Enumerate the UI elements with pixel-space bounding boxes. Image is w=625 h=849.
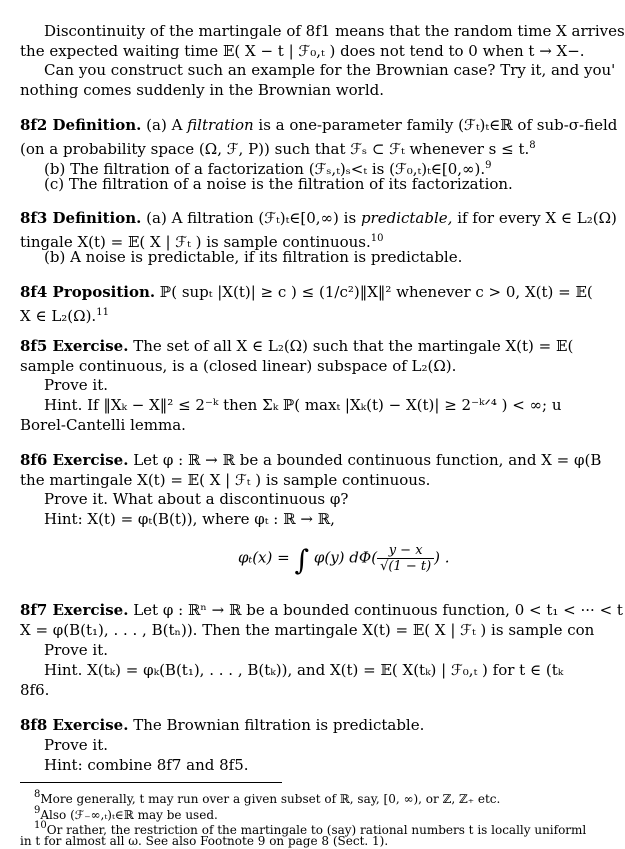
exercise-8f6-line: Hint: X(t) = φₜ(B(t)), where φₜ : ℝ → ℝ, bbox=[44, 510, 335, 528]
fraction bbox=[377, 543, 434, 574]
definition-8f3-line: (b) A noise is predictable, if its filtration is predictable. bbox=[44, 248, 463, 266]
exercise-8f6-line: the martingale X(t) = 𝔼( X | ℱₜ ) is sample continuous. bbox=[20, 471, 431, 489]
footnote-10-continued: in t for almost all ω. See also Footnote 9 on page 8 (Sect. 1). bbox=[20, 834, 389, 848]
text: (a) A filtration (ℱₜ)ₜ∈[0,∞) is bbox=[146, 209, 361, 227]
text: is a one-parameter family (ℱₜ)ₜ∈ℝ of sub-σ-field bbox=[253, 116, 618, 134]
footnote-number: 9 bbox=[34, 805, 41, 816]
exercise-8f6-line bbox=[20, 451, 601, 470]
text: (a) A bbox=[146, 116, 188, 134]
paragraph-line: the expected waiting time 𝔼( X − t | ℱ₀,ₜ ) does not tend to 0 when t → X−. bbox=[20, 42, 585, 60]
text: Let φ : ℝⁿ → ℝ be a bounded continuous function, 0 < t₁ < ··· < t bbox=[133, 601, 623, 619]
footnote-ref-11[interactable]: 11 bbox=[96, 307, 109, 318]
definition-8f2-line: (c) The filtration of a noise is the filtration of its factorization. bbox=[44, 175, 513, 193]
text: if for every X ∈ L₂(Ω) bbox=[452, 209, 617, 227]
footnote-number: 8 bbox=[34, 789, 41, 800]
text: (on a probability space (Ω, ℱ, P)) such that ℱₛ ⊂ ℱₜ whenever s ≤ t. bbox=[20, 140, 530, 158]
paragraph-line: nothing comes suddenly in the Brownian world. bbox=[20, 81, 385, 99]
exercise-8f8-line: Hint: combine 8f7 and 8f5. bbox=[44, 756, 249, 774]
footnote-ref-10[interactable]: 10 bbox=[370, 233, 384, 244]
exercise-8f8-line: Prove it. bbox=[44, 736, 109, 754]
exercise-8f5-heading: 8f5 Exercise. bbox=[20, 337, 129, 355]
integral-sign: ∫ bbox=[294, 543, 310, 577]
display-equation: φₜ(x) = ∫ φ(y) dΦ( $\frac{y - x}{√(1 - t)}$ ) . bbox=[238, 543, 450, 577]
exercise-8f7-line: Prove it. bbox=[44, 641, 109, 659]
exercise-8f6-heading: 8f6 Exercise. bbox=[20, 451, 129, 469]
text: φₜ(x) = bbox=[238, 548, 295, 567]
exercise-8f5-line: Prove it. bbox=[44, 376, 109, 394]
text: The set of all X ∈ L₂(Ω) such that the martingale X(t) = 𝔼( bbox=[133, 337, 574, 355]
footnote-rule bbox=[20, 782, 282, 783]
footnote-ref-9[interactable]: 9 bbox=[485, 160, 492, 171]
exercise-8f7-line: 8f6. bbox=[20, 681, 50, 699]
text: φ(y) dΦ bbox=[309, 548, 372, 567]
footnote-text: More generally, t may run over a given subset of ℝ, say, [0, ∞), or ℤ, ℤ₊ etc. bbox=[40, 792, 501, 806]
exercise-8f6-line: Prove it. What about a discontinuous φ? bbox=[44, 490, 349, 508]
footnote-text: Also (ℱ₋∞,ₜ)ₜ∈ℝ may be used. bbox=[40, 808, 218, 822]
definition-8f3-heading: 8f3 Definition. bbox=[20, 209, 142, 227]
proposition-8f4-heading: 8f4 Proposition. bbox=[20, 283, 156, 301]
footnote-number: 10 bbox=[34, 820, 47, 831]
exercise-8f5-line: Hint. If ‖Xₖ − X‖² ≤ 2⁻ᵏ then Σₖ ℙ( maxₜ |Xₖ(t) − X(t)| ≥ 2⁻ᵏᐟ⁴ ) < ∞; u bbox=[44, 396, 562, 414]
exercise-8f7-heading: 8f7 Exercise. bbox=[20, 601, 129, 619]
text: ℙ( supₜ |X(t)| ≥ c ) ≤ (1/c²)‖X‖² whenever c > 0, X(t) = 𝔼( bbox=[159, 283, 593, 301]
exercise-8f7-line bbox=[20, 601, 623, 620]
footnote-text: Or rather, the restriction of the martingale to (say) rational numbers t is locally uniforml bbox=[46, 823, 587, 837]
exercise-8f5-line: sample continuous, is a (closed linear) subspace of L₂(Ω). bbox=[20, 357, 457, 375]
text: tingale X(t) = 𝔼( X | ℱₜ ) is sample continuous. bbox=[20, 233, 371, 251]
fraction-numerator: y − x bbox=[377, 543, 434, 559]
text: Let φ : ℝ → ℝ be a bounded continuous function, and X = φ(B bbox=[133, 451, 602, 469]
exercise-8f5-line bbox=[20, 337, 573, 356]
proposition-8f4-line bbox=[20, 303, 109, 326]
term-filtration: filtration bbox=[187, 116, 254, 134]
text: X ∈ L₂(Ω). bbox=[20, 307, 97, 325]
text: The Brownian filtration is predictable. bbox=[133, 716, 425, 734]
definition-8f3-line bbox=[20, 209, 617, 228]
paragraph-line: Discontinuity of the martingale of 8f1 means that the random time X arrives bbox=[44, 22, 625, 40]
exercise-8f7-line: X = φ(B(t₁), . . . , B(tₙ)). Then the martingale X(t) = 𝔼( X | ℱₜ ) is sample con bbox=[20, 621, 595, 639]
footnote-ref-8[interactable]: 8 bbox=[529, 140, 536, 151]
exercise-8f7-line: Hint. X(tₖ) = φₖ(B(t₁), . . . , B(tₖ)), and X(t) = 𝔼( X(tₖ) | ℱ₀,ₜ ) for t ∈ (tₖ bbox=[44, 661, 564, 679]
exercise-8f8-line bbox=[20, 716, 424, 735]
fraction-denominator: √(1 − t) bbox=[380, 559, 432, 574]
term-predictable: predictable, bbox=[360, 209, 453, 227]
exercise-8f8-heading: 8f8 Exercise. bbox=[20, 716, 129, 734]
text: (b) The filtration of a factorization (ℱₛ,ₜ)ₛ<ₜ is (ℱ₀,ₜ)ₜ∈[0,∞). bbox=[44, 160, 486, 178]
text: . bbox=[440, 548, 450, 567]
definition-8f2-heading: 8f2 Definition. bbox=[20, 116, 142, 134]
proposition-8f4-line bbox=[20, 283, 593, 302]
definition-8f2-line bbox=[20, 116, 617, 135]
exercise-8f5-line: Borel-Cantelli lemma. bbox=[20, 416, 186, 434]
paragraph-line: Can you construct such an example for the Brownian case? Try it, and you' bbox=[44, 61, 616, 79]
